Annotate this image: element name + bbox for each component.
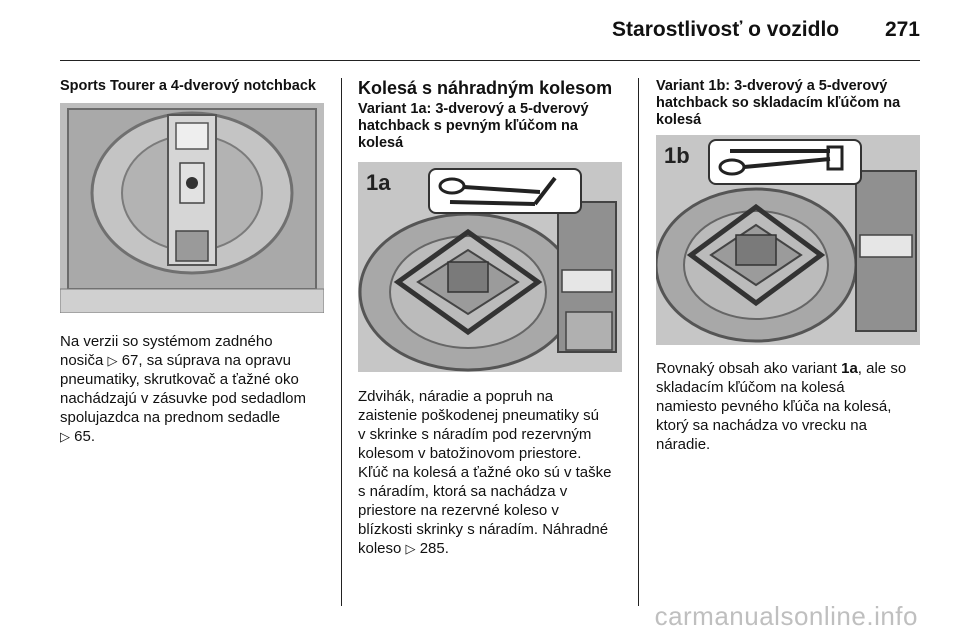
- header-divider: [60, 60, 920, 61]
- trunk-photo-variant-1b: [656, 135, 920, 345]
- text-line: nosiča: [60, 352, 108, 369]
- column-3: [656, 78, 922, 454]
- body-paragraph: [358, 387, 622, 558]
- page-reference-icon: ▷: [60, 429, 70, 444]
- variant-reference: 1a: [841, 360, 858, 377]
- text-line: namiesto pevného kľúča na kolesá,: [656, 398, 892, 415]
- text-line: 65.: [70, 428, 96, 445]
- page-number: 271: [884, 18, 920, 41]
- watermark: carmanualsonline.info: [654, 601, 918, 631]
- variant-subheading: Variant 1a: 3-dverový a 5-dverový hatchback s pevným kľúčom na kolesá: [358, 101, 589, 151]
- text-line: , ale so: [857, 360, 907, 377]
- page-header: [60, 18, 920, 48]
- column-divider-1: [341, 78, 342, 606]
- trunk-illustration: [60, 103, 324, 313]
- text-line: zaistenie poškodenej pneumatiky sú: [358, 407, 599, 424]
- text-line: Na verzii so systémom zadného: [60, 333, 273, 350]
- text-line: Kľúč na kolesá a ťažné oko sú v taške: [358, 464, 612, 481]
- text-line: s náradím, ktorá sa nachádza v: [358, 483, 568, 500]
- body-paragraph: [656, 359, 922, 454]
- text-line: priestore na rezervné koleso v: [358, 502, 559, 519]
- tools-inset: [428, 168, 582, 214]
- page-reference-icon: ▷: [405, 541, 416, 556]
- image-label-1a: 1a: [366, 170, 391, 195]
- text-line: ktorý sa nachádza vo vrecku na: [656, 417, 867, 434]
- text-line: spolujazdca na prednom sedadle: [60, 409, 281, 426]
- page-title: Starostlivosť o vozidlo: [612, 18, 840, 41]
- text-line: kolesom v batožinovom priestore.: [358, 445, 582, 462]
- text-line: nachádzajú v zásuvke pod sedadlom: [60, 390, 306, 407]
- text-line: v skrinke s náradím pod rezervným: [358, 426, 592, 443]
- text-line: skladacím kľúčom na kolesá: [656, 379, 845, 396]
- folding-wheel-wrench-icon: [710, 141, 860, 183]
- text-line: náradie.: [656, 436, 711, 453]
- image-label-1b: 1b: [664, 143, 690, 168]
- column-2: [358, 78, 622, 558]
- text-line: Zdvihák, náradie a popruh na: [358, 388, 554, 405]
- variant-subheading: Variant 1b: 3-dverový a 5-dverový hatchback so skladacím kľúčom na kolesá: [656, 78, 901, 128]
- column-divider-2: [638, 78, 639, 606]
- section-subheading: Sports Tourer a 4-dverový notchback: [60, 78, 316, 94]
- text-line: 285.: [415, 540, 449, 557]
- column-1: [60, 78, 326, 446]
- text-line: pneumatiky, skrutkovač a ťažné oko: [60, 371, 299, 388]
- page-reference-icon: ▷: [107, 353, 118, 368]
- tools-inset: [708, 139, 862, 185]
- text-line: blízkosti skrinky s náradím. Náhradné: [358, 521, 609, 538]
- text-line: koleso: [358, 540, 406, 557]
- section-heading: Kolesá s náhradným kolesom: [358, 78, 613, 98]
- wheel-wrench-and-towing-eye-icon: [430, 170, 580, 212]
- trunk-photo-sports-tourer: [60, 103, 324, 313]
- body-paragraph: [60, 332, 326, 446]
- text-line: Rovnaký obsah ako variant: [656, 360, 842, 377]
- text-line: 67, sa súprava na opravu: [117, 352, 291, 369]
- trunk-photo-variant-1a: [358, 162, 622, 372]
